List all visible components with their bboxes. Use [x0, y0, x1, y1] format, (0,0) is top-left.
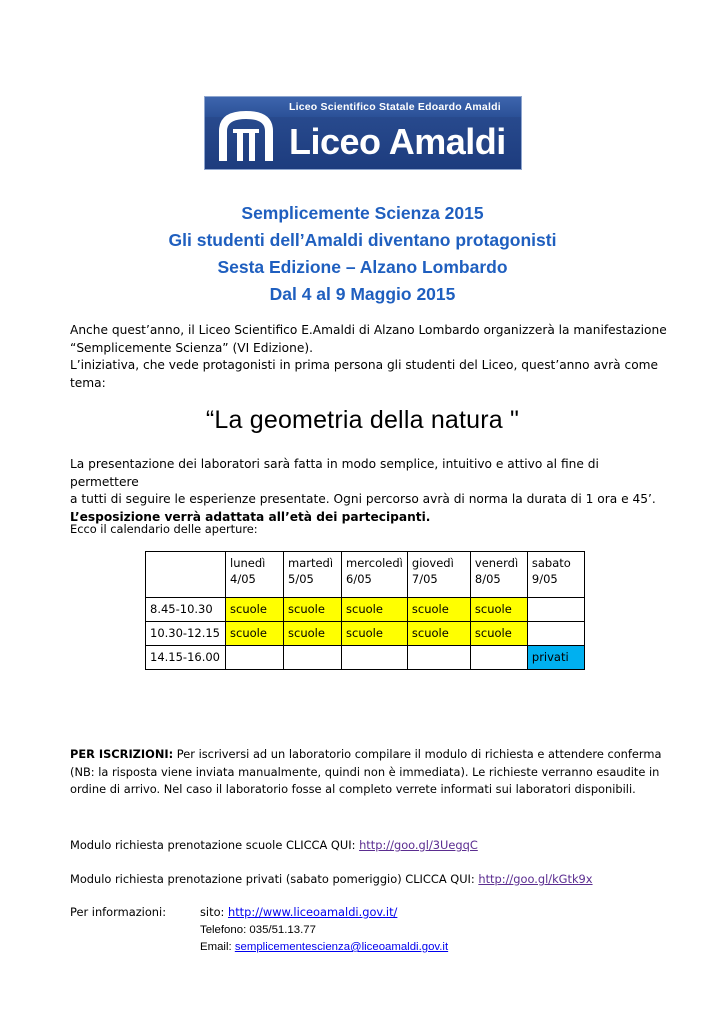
calendar-intro: Ecco il calendario delle aperture: — [70, 522, 258, 536]
modulo-scuole-link[interactable]: http://goo.gl/3UegqC — [359, 838, 478, 852]
school-logo — [204, 96, 522, 170]
slot-cell: scuole — [284, 622, 342, 646]
calendar-row — [146, 646, 585, 670]
event-subtitle: Gli studenti dell’Amaldi diventano protagonisti — [168, 230, 557, 250]
slot-cell — [226, 646, 284, 670]
day-header: mercoledì 6/05 — [342, 552, 408, 598]
logo-subtitle: Liceo Scientifico Statale Edoardo Amaldi — [289, 101, 501, 113]
arch-emblem-icon — [213, 103, 279, 165]
iscrizioni-line: (NB: la risposta viene inviata manualmente, quindi non è immediata). Le richieste verranno esaudite in — [70, 764, 660, 779]
time-slot-cell: 14.15-16.00 — [146, 646, 226, 670]
modulo-privati-line — [70, 871, 670, 889]
time-slot-cell: 10.30-12.15 — [146, 622, 226, 646]
presentation-paragraph — [70, 456, 670, 526]
iscrizioni-label: PER ISCRIZIONI: — [70, 747, 174, 761]
slot-cell: scuole — [407, 622, 470, 646]
calendar-row — [146, 598, 585, 622]
day-header: lunedì 4/05 — [226, 552, 284, 598]
info-label: Per informazioni: — [70, 905, 167, 919]
event-titles — [0, 200, 725, 308]
intro-line: Anche quest’anno, il Liceo Scientifico E.Amaldi di Alzano Lombardo organizzerà la manifestazione — [70, 323, 667, 337]
info-block — [200, 904, 660, 957]
iscrizioni-line: ordine di arrivo. Nel caso il laboratorio fosse al completo verrete informati sui laboratori disponibili. — [70, 782, 636, 796]
slot-cell — [342, 646, 408, 670]
event-title: Semplicemente Scienza 2015 — [241, 203, 484, 223]
site-label: sito: — [200, 905, 228, 919]
time-slot-cell: 8.45-10.30 — [146, 598, 226, 622]
modulo-scuole-text: Modulo richiesta prenotazione scuole CLICCA QUI: — [70, 838, 360, 852]
calendar-table — [145, 551, 585, 670]
event-edition: Sesta Edizione – Alzano Lombardo — [217, 257, 508, 277]
intro-line: tema: — [70, 375, 106, 390]
day-header: giovedì 7/05 — [407, 552, 470, 598]
phone-text: Telefono: 035/51.13.77 — [200, 923, 316, 936]
intro-paragraph — [70, 322, 670, 392]
slot-cell — [284, 646, 342, 670]
day-header: venerdì 8/05 — [470, 552, 527, 598]
calendar-corner-cell — [146, 552, 226, 598]
slot-cell: scuole — [226, 622, 284, 646]
slot-cell: scuole — [407, 598, 470, 622]
event-dates: Dal 4 al 9 Maggio 2015 — [269, 284, 456, 304]
email-link[interactable]: semplicementescienza@liceoamaldi.gov.it — [234, 941, 449, 953]
slot-cell — [527, 598, 584, 622]
day-header: martedì 5/05 — [284, 552, 342, 598]
presentation-note: L’esposizione verrà adattata all’età dei partecipanti. — [70, 509, 431, 524]
iscrizioni-paragraph — [70, 746, 670, 799]
logo-name: Liceo Amaldi — [289, 121, 506, 162]
presentation-line: a tutti di seguire le esperienze presentate. Ogni percorso avrà di norma la durata di 1 ora e 45’. — [70, 492, 656, 506]
slot-cell: scuole — [284, 598, 342, 622]
intro-line: “Semplicemente Scienza” (VI Edizione). — [70, 340, 313, 355]
slot-cell: scuole — [342, 598, 408, 622]
intro-line: L’iniziativa, che vede protagonisti in prima persona gli studenti del Liceo, quest’anno avrà come — [70, 358, 659, 372]
slot-cell — [527, 622, 584, 646]
slot-cell — [470, 646, 527, 670]
slot-cell: scuole — [342, 622, 408, 646]
site-link[interactable]: http://www.liceoamaldi.gov.it/ — [228, 905, 398, 919]
slot-cell: privati — [527, 646, 584, 670]
slot-cell: scuole — [470, 598, 527, 622]
modulo-privati-link[interactable]: http://goo.gl/kGtk9x — [478, 872, 593, 886]
theme-title: “La geometria della natura " — [205, 406, 520, 434]
modulo-privati-text: Modulo richiesta prenotazione privati (sabato pomeriggio) CLICCA QUI: — [70, 872, 479, 886]
email-label: Email: — [200, 941, 235, 953]
slot-cell: scuole — [226, 598, 284, 622]
modulo-scuole-line — [70, 837, 670, 855]
calendar-row — [146, 622, 585, 646]
calendar-header-row — [146, 552, 585, 598]
slot-cell — [407, 646, 470, 670]
presentation-line: La presentazione dei laboratori sarà fatta in modo semplice, intuitivo e attivo al fine di permettere — [70, 457, 599, 489]
iscrizioni-text: Per iscriversi ad un laboratorio compilare il modulo di richiesta e attendere conferma — [173, 747, 662, 761]
slot-cell: scuole — [470, 622, 527, 646]
day-header: sabato 9/05 — [527, 552, 584, 598]
